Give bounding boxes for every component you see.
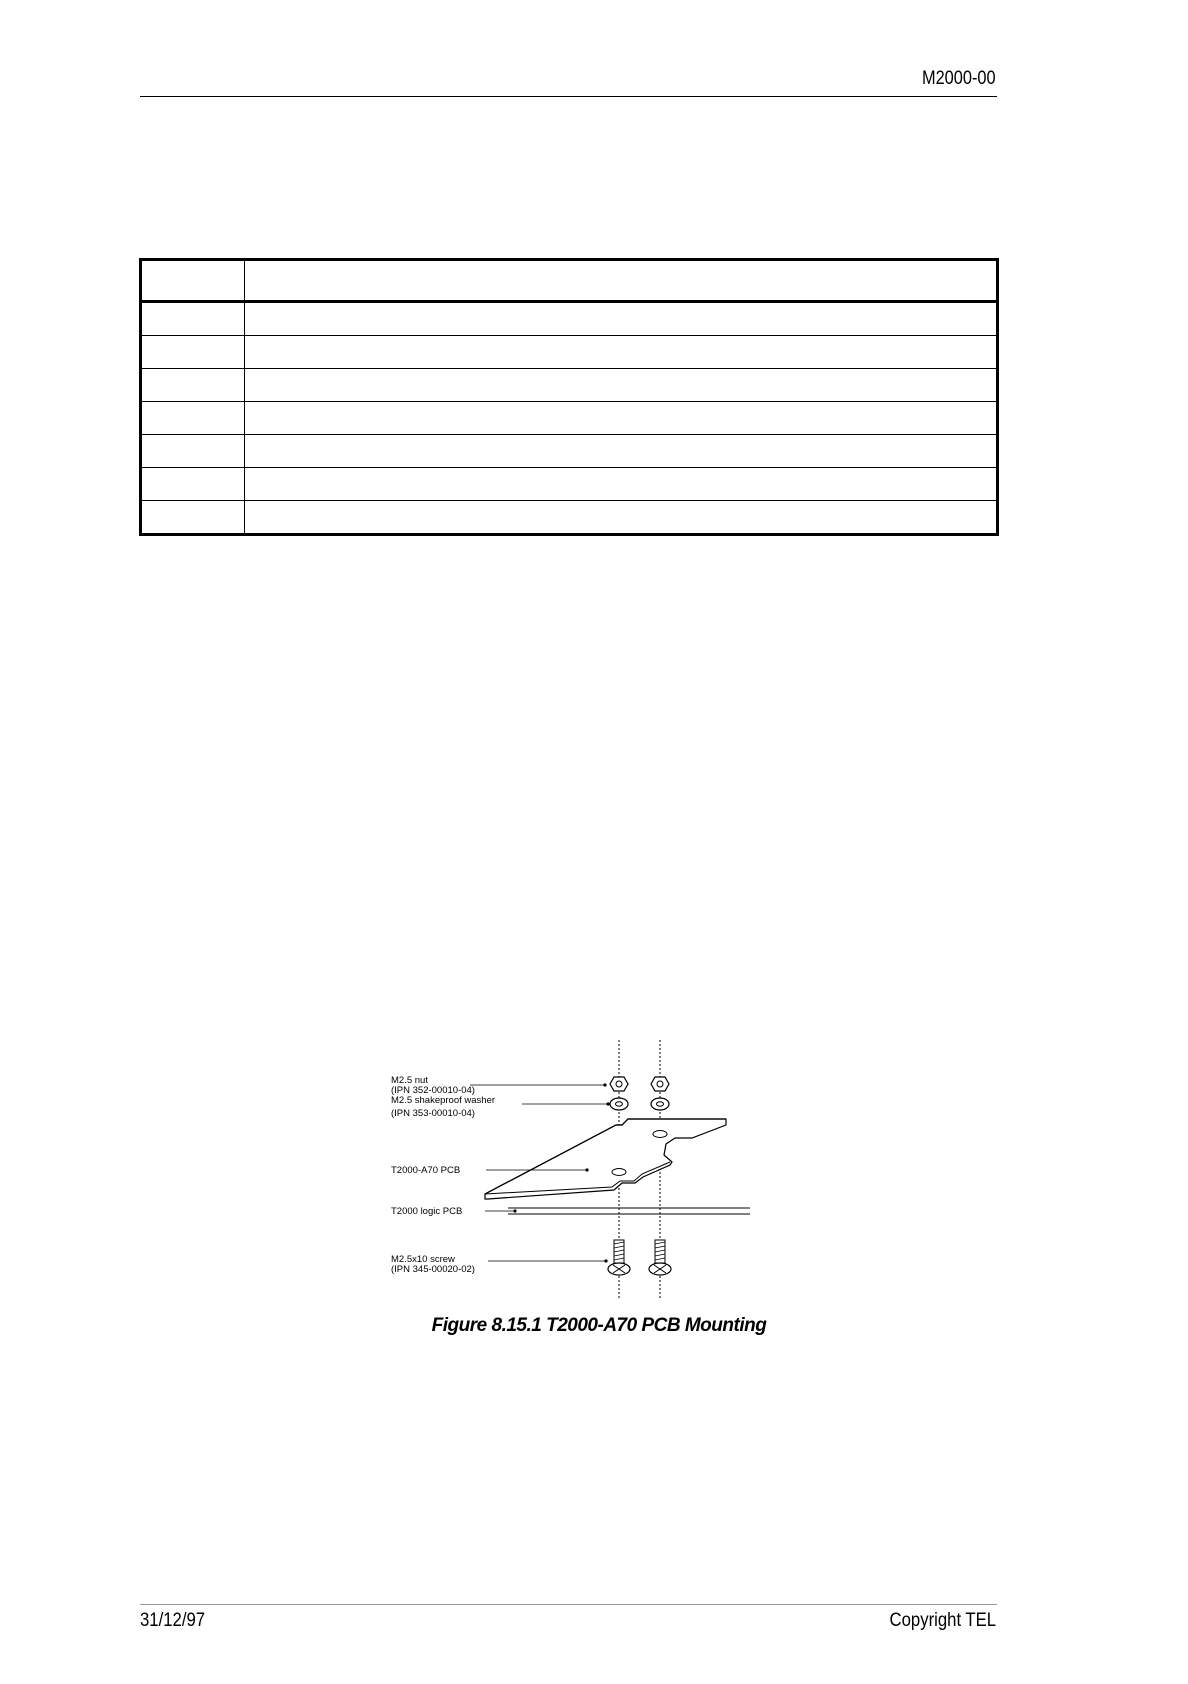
table-cell bbox=[141, 468, 245, 501]
washer-right-icon bbox=[651, 1098, 669, 1110]
table-row bbox=[141, 369, 998, 402]
table-cell bbox=[245, 468, 998, 501]
table-cell bbox=[245, 369, 998, 402]
nut-left-icon bbox=[610, 1077, 628, 1091]
label-screw-1: M2.5x10 screw bbox=[391, 1254, 455, 1265]
header-doc-code: M2000-00 bbox=[922, 68, 996, 89]
table-row bbox=[141, 468, 998, 501]
label-nut-2: (IPN 352-00010-04) bbox=[391, 1085, 475, 1096]
label-screw-2: (IPN 345-00020-02) bbox=[391, 1264, 475, 1275]
washer-left-icon bbox=[610, 1098, 628, 1110]
table-cell bbox=[245, 402, 998, 435]
table-cell bbox=[141, 435, 245, 468]
label-nut-1: M2.5 nut bbox=[391, 1075, 428, 1086]
table-cell bbox=[141, 402, 245, 435]
header-rule bbox=[140, 96, 997, 97]
screw-left-icon bbox=[608, 1240, 630, 1275]
table-cell bbox=[245, 260, 998, 302]
table-cell bbox=[245, 336, 998, 369]
table-cell bbox=[141, 260, 245, 302]
table-cell bbox=[245, 501, 998, 535]
table-row bbox=[141, 501, 998, 535]
pcb-mounting-diagram bbox=[390, 1040, 750, 1300]
label-washer-1: M2.5 shakeproof washer bbox=[391, 1095, 496, 1106]
screw-right-icon bbox=[649, 1240, 671, 1275]
footer-rule bbox=[140, 1604, 997, 1605]
table-cell bbox=[141, 369, 245, 402]
spec-table bbox=[139, 258, 999, 536]
footer-date: 31/12/97 bbox=[140, 1610, 206, 1631]
label-logic-pcb: T2000 logic PCB bbox=[391, 1206, 463, 1217]
table-cell bbox=[245, 302, 998, 336]
table-cell bbox=[141, 501, 245, 535]
table-header-row bbox=[141, 260, 998, 302]
table-row bbox=[141, 435, 998, 468]
label-a70-pcb: T2000-A70 PCB bbox=[391, 1165, 461, 1176]
table-cell bbox=[245, 435, 998, 468]
figure-caption: Figure 8.15.1 T2000-A70 PCB Mounting bbox=[431, 1315, 767, 1336]
table-row bbox=[141, 402, 998, 435]
table-cell bbox=[141, 302, 245, 336]
a70-pcb-plate bbox=[485, 1119, 726, 1199]
table-row bbox=[141, 336, 998, 369]
footer-copyright: Copyright TEL bbox=[889, 1610, 996, 1631]
pcb-mounting-figure bbox=[390, 1040, 750, 1300]
label-washer-2: (IPN 353-00010-04) bbox=[391, 1108, 475, 1119]
table-cell bbox=[141, 336, 245, 369]
nut-right-icon bbox=[651, 1077, 669, 1091]
table-row bbox=[141, 302, 998, 336]
